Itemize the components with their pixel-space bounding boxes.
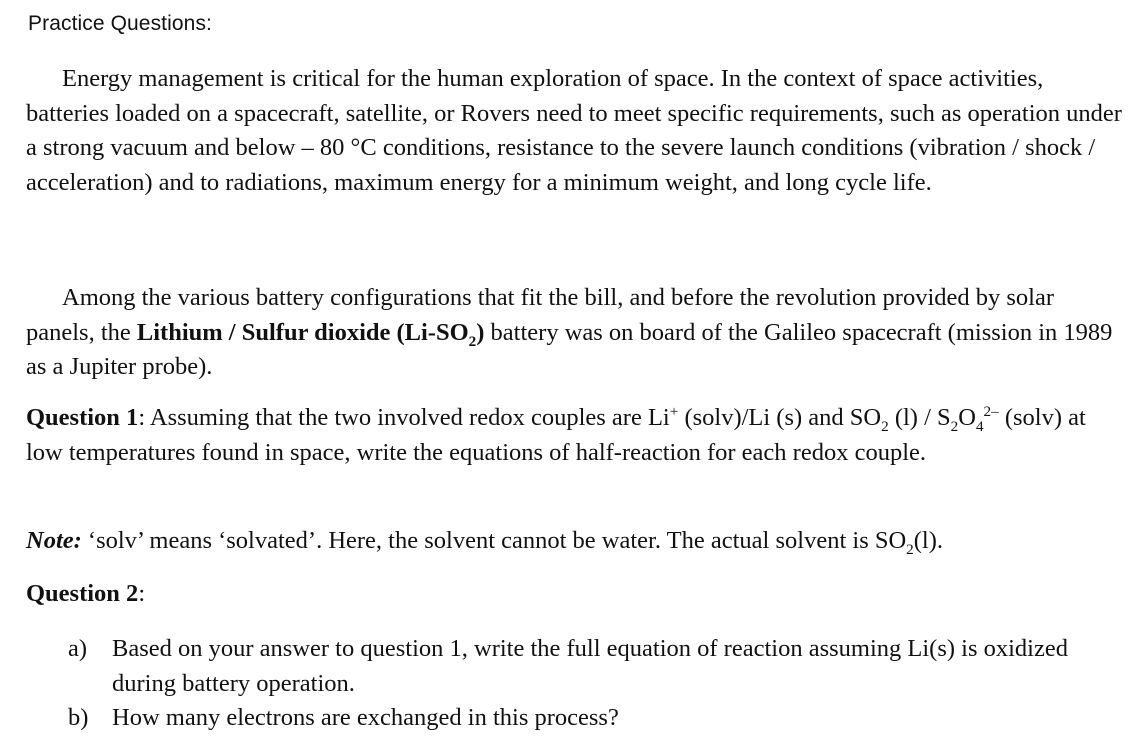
p2-text-after: battery was on board of the Galileo spacecraft (mission in 1989 as a Jupiter probe). [26, 318, 1113, 380]
intro-paragraph-energy: Energy management is critical for the human exploration of space. In the context of space activities, batteries loaded on a spacecraft, satellite, or Rovers need to meet specific requirements, such as operation under a strong vacuum and below – 80 °C conditions, resistance to the severe launch conditions (vibration / shock / acceleration) and to radiations, maximum energy for a minimum weight, and long cycle life. [26, 65, 1122, 196]
list-marker: a) [68, 635, 88, 662]
question-2-label: Question 2 [26, 580, 139, 607]
list-item-text: Based on your answer to question 1, write the full equation of reaction assuming Li(s) is oxidized during battery operation. [112, 635, 1068, 697]
note-paragraph: Note: ‘solv’ means ‘solvated’. Here, the solvent cannot be water. The actual solvent is $SO_2(l)$. [26, 527, 944, 558]
list-item [68, 632, 1118, 701]
p2-text-before: Among the various battery configurations that fit the bill, and before the revolution provided by solar panels, the [26, 284, 1054, 346]
question-1-label: Question 1 [26, 404, 139, 431]
list-item [68, 701, 1118, 736]
list-item-text: How many electrons are exchanged in this process? [112, 704, 619, 731]
note-label: Note: [26, 527, 82, 554]
battery-name-bold: Lithium / Sulfur dioxide $(Li-SO_2)$ [136, 318, 485, 350]
page-heading: Practice Questions: [28, 12, 212, 35]
intro-paragraph-battery [26, 281, 1122, 385]
list-marker: b) [68, 704, 89, 731]
question-1: Question 1: Assuming that the two involved redox couples are Li+ (solv)/Li (s) and $SO_2$ $(l) / S_2O_4^{2-}$ (solv) at low temperatures found in space, write the equations of half-reaction for each redox couple. [26, 402, 1086, 466]
question-2-subparts [68, 632, 1118, 736]
question-2: Question 2: [26, 580, 146, 607]
